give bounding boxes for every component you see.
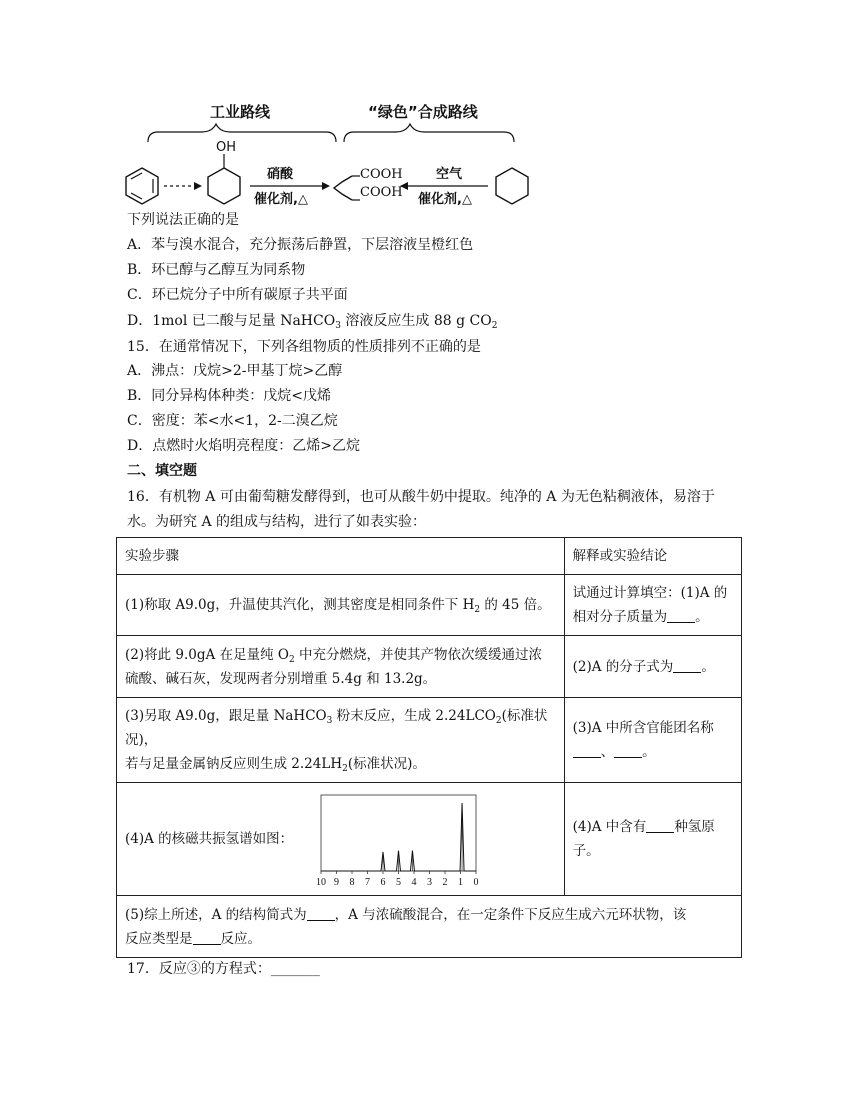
x-tick-label: 4 — [411, 877, 417, 888]
row3-step: (3)另取 A9.0g，跟足量 NaHCO$_3$ 粉末反应，生成 $2.24LCO_2$(标准状况)， 若与足量金属钠反应则生成 $2.24LH_2$(标准状况)。 — [117, 698, 565, 783]
q15-option-d: D．点燃时火焰明亮程度：乙烯>乙烷 — [127, 438, 360, 454]
industrial-brace — [148, 124, 336, 142]
q16-intro-line2: 水。为研究 A 的组成与结构，进行了如表实验： — [127, 514, 427, 530]
x-tick-label: 9 — [334, 877, 339, 888]
oh-label: OH — [216, 140, 237, 155]
table-row — [117, 698, 742, 783]
x-tick-label: 10 — [316, 877, 326, 888]
x-tick-label: 6 — [380, 877, 386, 888]
q15-option-c: C．密度：苯<水<1，2-二溴乙烷 — [127, 413, 338, 429]
cooh-top: COOH — [360, 167, 403, 182]
x-tick-label: 1 — [458, 877, 463, 888]
q14-option-b: B．环已醇与乙醇互为同系物 — [127, 262, 306, 278]
cyclohexanol-ring — [208, 154, 240, 204]
row1-conclusion: 试通过计算填空：(1)A 的 相对分子质量为 。 — [564, 575, 741, 636]
row3-conclusion: (3)A 中所含官能团名称 、 。 — [564, 698, 741, 783]
reagent2-top: 空气 — [436, 167, 463, 182]
x-tick-label: 2 — [442, 877, 448, 888]
reagent2-bottom: 催化剂,△ — [418, 192, 472, 207]
q14-stem: 下列说法正确的是 — [127, 212, 239, 228]
table-row — [117, 783, 742, 896]
x-tick-label: 8 — [349, 877, 355, 888]
answer-blank[interactable] — [614, 743, 642, 758]
table-header-row — [117, 538, 742, 575]
row1-step: (1)称取 A9.0g，升温使其汽化，测其密度是相同条件下 $H_2$ 的 45 倍。 — [117, 575, 565, 636]
nmr-spectrum-chart — [311, 789, 486, 889]
x-tick-label: 5 — [396, 877, 401, 888]
experiment-table — [116, 537, 742, 958]
x-tick-label: 3 — [427, 877, 432, 888]
x-tick-label: 0 — [473, 877, 479, 888]
section-heading: 二、填空题 — [127, 463, 197, 479]
row4-conclusion: (4)A 中含有 种氢原 子。 — [564, 783, 741, 896]
q14-option-d: D．1mol 已二酸与足量 NaHCO$_3$ 溶液反应生成 88 g $CO_2$ — [127, 313, 498, 331]
row2-conclusion: (2)A 的分子式为 。 — [564, 636, 741, 698]
answer-blank[interactable] — [667, 608, 695, 623]
answer-blank[interactable] — [646, 818, 674, 833]
q14-option-a: A．苯与溴水混合，充分振荡后静置，下层溶液呈橙红色 — [127, 237, 474, 253]
header-steps: 实验步骤 — [117, 538, 565, 575]
reagent1-top: 硝酸 — [267, 167, 294, 182]
q14-option-c: C．环已烷分子中所有碳原子共平面 — [127, 287, 348, 303]
answer-blank[interactable] — [573, 743, 601, 758]
row2-step: (2)将此 9.0gA 在足量纯 $O_2$ 中充分燃烧，并使其产物依次缓缓通过浓 硫酸、碱石灰，发现两者分别增重 5.4g 和 13.2g。 — [117, 636, 565, 698]
table-row — [117, 636, 742, 698]
table-row — [117, 896, 742, 958]
reagent1-bottom: 催化剂,△ — [254, 192, 308, 207]
q15-option-a: A．沸点：戊烷>2-甲基丁烷>乙醇 — [127, 363, 343, 379]
header-conclusion: 解释或实验结论 — [564, 538, 741, 575]
cooh-bottom: COOH — [360, 185, 403, 200]
q16-intro-line1: 16．有机物 A 可由葡萄糖发酵得到，也可从酸牛奶中提取。纯净的 A 为无色粘稠液体，易溶于 — [127, 489, 715, 505]
benzene-ring — [126, 168, 158, 204]
green-route-label: “绿色”合成路线 — [368, 103, 478, 121]
q15-option-b: B．同分异构体种类：戊烷<戊烯 — [127, 388, 332, 404]
answer-blank[interactable] — [193, 930, 221, 945]
green-brace — [344, 124, 514, 142]
industrial-route-label: 工业路线 — [210, 103, 271, 121]
table-row — [117, 575, 742, 636]
answer-blank[interactable] — [673, 658, 701, 673]
q15-stem: 15．在通常情况下，下列各组物质的性质排列不正确的是 — [127, 339, 481, 355]
q17-text: 17．反应③的方程式：_______ — [127, 961, 320, 977]
answer-blank[interactable] — [307, 906, 335, 921]
row5-summary: (5)综上所述，A 的结构简式为 ，A 与浓硫酸混合，在一定条件下反应生成六元环状物，该 反应类型是 反应。 — [117, 896, 742, 958]
row4-step — [117, 783, 565, 896]
q17-answer-blank[interactable]: _______ — [270, 961, 320, 977]
cyclohexane-ring — [496, 168, 528, 204]
x-tick-label: 7 — [365, 877, 370, 888]
row4-step-text: (4)A 的核磁共振氢谱如图： — [125, 831, 294, 847]
adipic-acid — [334, 176, 360, 200]
